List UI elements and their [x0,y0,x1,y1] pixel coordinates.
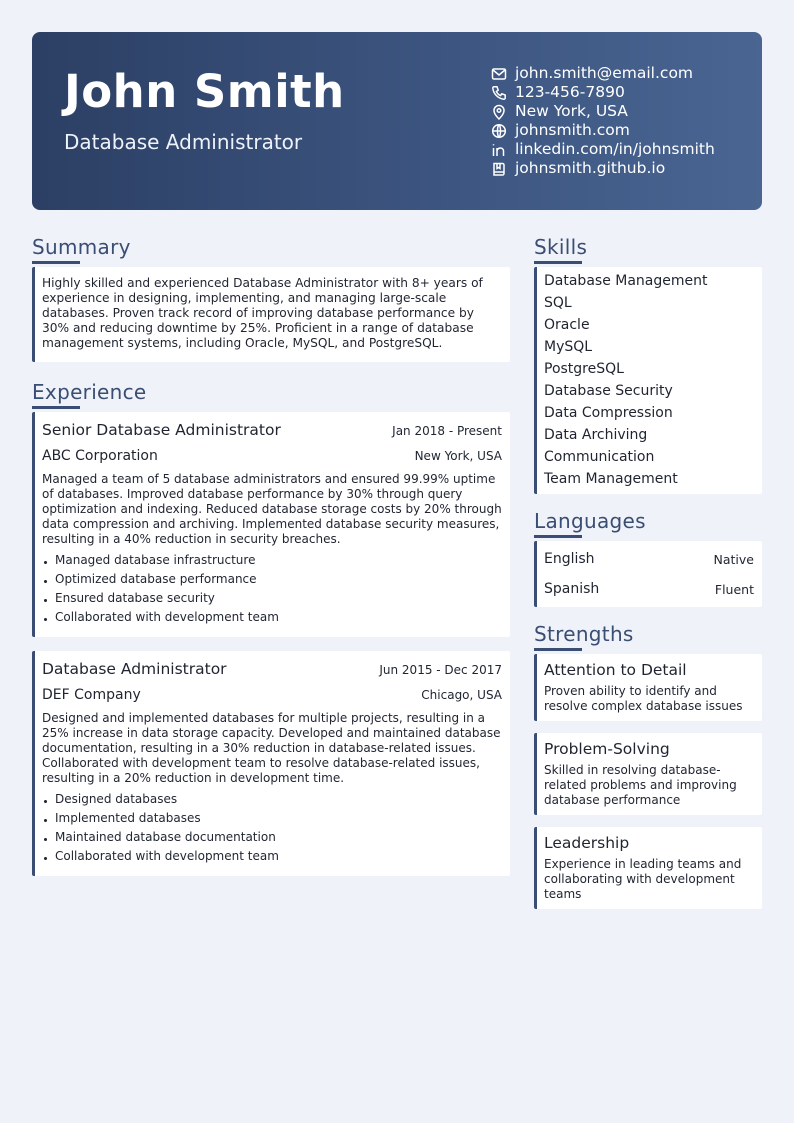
section-underline [32,261,80,264]
contact-phone[interactable] [490,83,752,102]
skill-item: Data Archiving [544,427,648,443]
contact-phone-text: 123-456-7890 [515,83,625,101]
skills-list [534,267,762,494]
summary-section [32,234,510,362]
contact-location-text: New York, USA [515,102,628,120]
side-column [534,234,762,921]
bullet-item: Collaborated with development team [42,847,502,866]
strength-description: Proven ability to identify and resolve complex database issues [544,684,743,713]
experience-heading: Experience [32,380,147,404]
experience-description: Designed and implemented databases for multiple projects, resulting in a 25% increase in data storage capacity. Developed and maintained database documentation, resulting in a 30% reduction in database-related issues. Collaborated with development team to resolve database-related issues, resulting in a 20% reduction in development time. [42,711,501,785]
summary-text: Highly skilled and experienced Database Administrator with 8+ years of experience in designing, implementing, and managing large-scale databases. Proven track record of improving database performance by 30% and reducing downtime by 25%. Proficient in a range of database management systems, including Oracle, MySQL, and PostgreSQL. [32,267,510,362]
skill-item: Database Security [544,383,673,399]
language-item [544,574,754,604]
contact-list [490,64,752,178]
contact-linkedin[interactable] [490,140,752,159]
skill-item: PostgreSQL [544,361,624,377]
experience-description: Managed a team of 5 database administrators and ensured 99.99% uptime of databases. Improved database performance by 30% through query optimization and indexing. Reduced database storage costs by 20% through data compression and archiving. Implemented database security measures, resulting in a 40% reduction in security breaches. [42,472,502,546]
linkedin-icon [490,142,508,158]
language-item [544,544,754,574]
main-column [32,234,510,890]
skills-section [534,234,762,494]
bullet-item: Managed database infrastructure [42,551,502,570]
contact-linkedin-text: linkedin.com/in/johnsmith [515,140,715,158]
experience-role: Database Administrator [42,660,227,678]
resume-header [32,32,762,210]
section-underline [534,535,582,538]
skill-item: Database Management [544,273,708,289]
strength-item [534,654,762,721]
languages-heading: Languages [534,509,646,533]
bullet-item: Implemented databases [42,809,502,828]
language-level: Native [713,551,754,567]
bullet-item: Ensured database security [42,589,502,608]
phone-icon [490,85,508,101]
skill-item: SQL [544,295,572,311]
experience-dates: Jan 2018 - Present [392,424,502,438]
location-icon [490,104,508,120]
job-title: Database Administrator [64,130,303,154]
experience-dates: Jun 2015 - Dec 2017 [379,663,502,677]
strength-description: Experience in leading teams and collaborating with development teams [544,857,742,901]
language-name: Spanish [544,581,600,597]
skill-item: Communication [544,449,655,465]
contact-github-text: johnsmith.github.io [515,159,666,177]
experience-company: ABC Corporation [42,448,158,464]
strength-name: Attention to Detail [544,661,687,679]
skill-item: Data Compression [544,405,673,421]
skills-heading: Skills [534,235,588,259]
contact-email[interactable] [490,64,752,83]
skill-item: Team Management [544,471,678,487]
contact-website-text: johnsmith.com [515,121,630,139]
strength-name: Problem-Solving [544,740,670,758]
section-underline [534,648,582,651]
mail-icon [490,66,508,82]
experience-bullets [42,790,502,866]
strengths-section [534,621,762,909]
contact-location [490,102,752,121]
strengths-heading: Strengths [534,622,634,646]
section-underline [32,406,80,409]
globe-icon [490,123,508,139]
experience-bullets [42,551,502,627]
experience-entry [32,651,510,876]
section-underline [534,261,582,264]
experience-company: DEF Company [42,687,141,703]
languages-list [534,541,762,607]
experience-location: Chicago, USA [421,688,502,702]
summary-heading: Summary [32,235,131,259]
experience-section [32,379,510,876]
bullet-item: Designed databases [42,790,502,809]
experience-entry [32,412,510,637]
skill-item: MySQL [544,339,593,355]
language-level: Fluent [714,581,754,597]
candidate-name: John Smith [64,65,345,118]
bullet-item: Maintained database documentation [42,828,502,847]
strength-item [534,733,762,815]
contact-email-text: john.smith@email.com [515,64,694,82]
bullet-item: Optimized database performance [42,570,502,589]
language-name: English [544,551,595,567]
github-icon [490,161,508,177]
strength-item [534,827,762,909]
experience-role: Senior Database Administrator [42,421,281,439]
bullet-item: Collaborated with development team [42,608,502,627]
languages-section [534,508,762,607]
contact-website[interactable] [490,121,752,140]
strength-description: Skilled in resolving database-related problems and improving database performance [544,763,737,807]
contact-github[interactable] [490,159,752,178]
experience-location: New York, USA [414,449,502,463]
strength-name: Leadership [544,834,630,852]
skill-item: Oracle [544,317,590,333]
